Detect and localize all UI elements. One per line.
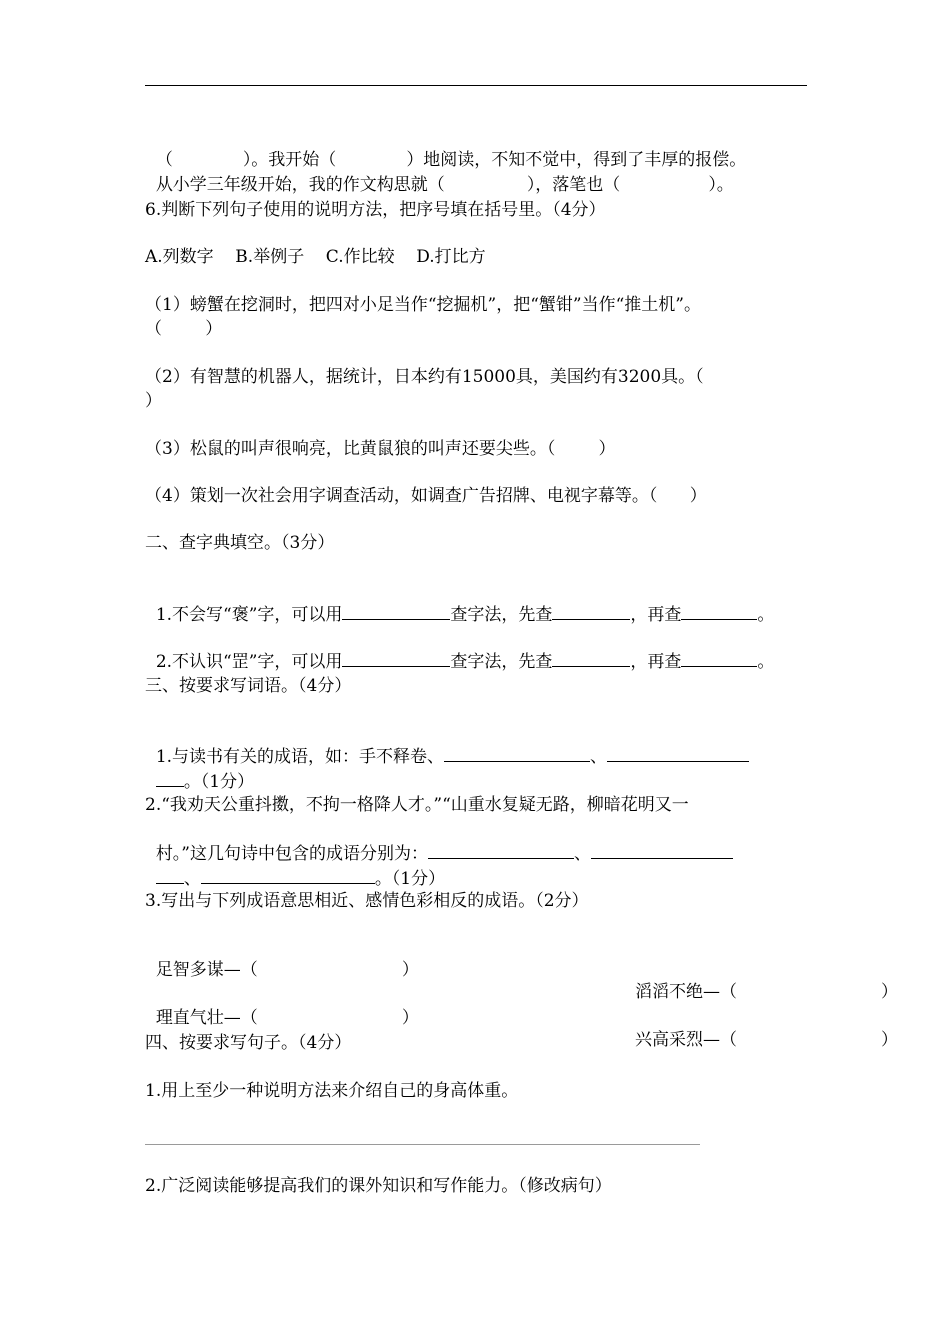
idiom-pair-row-1	[145, 937, 898, 1002]
section-2-title: 二、查字典填空。（3分）	[145, 533, 335, 553]
q5-text-b: ）地阅读，不知不觉中，得到了丰厚的报偿。	[406, 150, 747, 170]
section-3-title: 三、按要求写词语。（4分）	[145, 676, 352, 696]
idiom-prompt: 理直气壮—（	[155, 1008, 258, 1028]
sec2-q2	[145, 627, 775, 672]
idiom-prompt: 滔滔不绝—（	[635, 982, 737, 1002]
poem-idiom-blank-3[interactable]	[201, 866, 375, 884]
poem-idiom-blank-2-cont[interactable]	[156, 866, 184, 884]
paren-open: （	[155, 150, 173, 170]
idiom-blank-1[interactable]	[444, 744, 590, 762]
q6-sentence-4: （4）策划一次社会用字调查活动，如调查广告招牌、电视字幕等。（ ）	[145, 486, 707, 506]
separator: 、	[183, 869, 201, 889]
sec3-q2-line-1: 2.“我劝天公重抖擞，不拘一格降人才。”“山重水复疑无路，柳暗花明又一	[145, 795, 689, 815]
sec2-q1-text-a: 1.不会写“褒”字，可以用	[155, 605, 343, 625]
sec2-q2-text-a: 2.不认识“罡”字，可以用	[155, 652, 343, 672]
first-blank-1[interactable]	[552, 602, 630, 620]
q6-sentence-3: （3）松鼠的叫声很响亮，比黄鼠狼的叫声还要尖些。（ ）	[145, 439, 616, 459]
idiom-prompt: 足智多谋—（	[155, 960, 258, 980]
poem-idiom-blank-2[interactable]	[591, 841, 733, 859]
score-note: 。（1分）	[374, 869, 446, 889]
paren-close: ）	[881, 1030, 898, 1050]
q6-answer-2[interactable]: ）	[145, 391, 162, 411]
idiom-blank-2-cont[interactable]	[156, 769, 184, 787]
q5-line-2	[145, 152, 734, 195]
sec4-q1-answer-line[interactable]	[145, 1144, 700, 1145]
sec2-q1-text-d: 。	[757, 605, 775, 625]
first-blank-2[interactable]	[552, 649, 630, 667]
q6-sentence-1: （1）螃蟹在挖洞时，把四对小足当作“挖掘机”，把“蟹钳”当作“推土机”。	[145, 295, 701, 315]
sec2-q1-text-c: ，再查	[630, 605, 682, 625]
header-rule	[145, 85, 807, 86]
idiom-blank-2[interactable]	[607, 744, 749, 762]
q5-text-e: ）。	[708, 175, 734, 195]
sec3-q3-title: 3.写出与下列成语意思相近、感情色彩相反的成语。（2分）	[145, 891, 589, 911]
sec2-q1	[145, 580, 775, 625]
second-blank-1[interactable]	[681, 602, 757, 620]
sec4-q2: 2.广泛阅读能够提高我们的课外知识和写作能力。（修改病句）	[145, 1176, 612, 1196]
q5-text-d: ），落笔也（	[526, 175, 621, 195]
sec3-q1-line-1	[145, 722, 749, 767]
q6-options: A.列数字 B.举例子 C.作比较 D.打比方	[145, 247, 486, 267]
paren-close: ）	[401, 1008, 419, 1028]
sec2-q2-text-b: 查字法，先查	[450, 652, 553, 672]
q5-text-a: ）。我开始（	[242, 150, 337, 170]
q5-text-c: 从小学三年级开始，我的作文构思就（	[155, 175, 445, 195]
sec2-q2-text-d: 。	[757, 652, 775, 672]
second-blank-2[interactable]	[681, 649, 757, 667]
poem-idiom-blank-1[interactable]	[428, 841, 574, 859]
paren-close: ）	[401, 960, 419, 980]
sec3-q2-line-2	[145, 819, 733, 864]
sec2-q1-text-b: 查字法，先查	[450, 605, 553, 625]
idiom-pair-right-2	[635, 1029, 898, 1051]
method-blank-1[interactable]	[342, 602, 450, 620]
q6-title: 6.判断下列句子使用的说明方法，把序号填在括号里。（4分）	[145, 200, 606, 220]
sec3-q2-text: 村。”这几句诗中包含的成语分别为：	[155, 844, 429, 864]
separator: 、	[574, 844, 592, 864]
sec4-q1: 1.用上至少一种说明方法来介绍自己的身高体重。	[145, 1081, 519, 1101]
idiom-prompt: 兴高采烈—（	[635, 1030, 737, 1050]
sec3-q1-line-2	[145, 747, 255, 792]
q6-answer-1[interactable]: （ ）	[145, 319, 223, 339]
paren-close: ）	[881, 982, 898, 1002]
q5-line-1	[145, 127, 747, 170]
separator: 、	[590, 747, 608, 767]
sec2-q2-text-c: ，再查	[630, 652, 682, 672]
q6-sentence-2: （2）有智慧的机器人，据统计，日本约有15000具，美国约有3200具。（	[145, 367, 704, 387]
section-4-title: 四、按要求写句子。（4分）	[145, 1033, 352, 1053]
sec3-q1-text: 1.与读书有关的成语，如：手不释卷、	[155, 747, 445, 767]
score-note: 。（1分）	[183, 772, 255, 792]
method-blank-2[interactable]	[342, 649, 450, 667]
sec3-q2-line-3	[145, 844, 446, 889]
